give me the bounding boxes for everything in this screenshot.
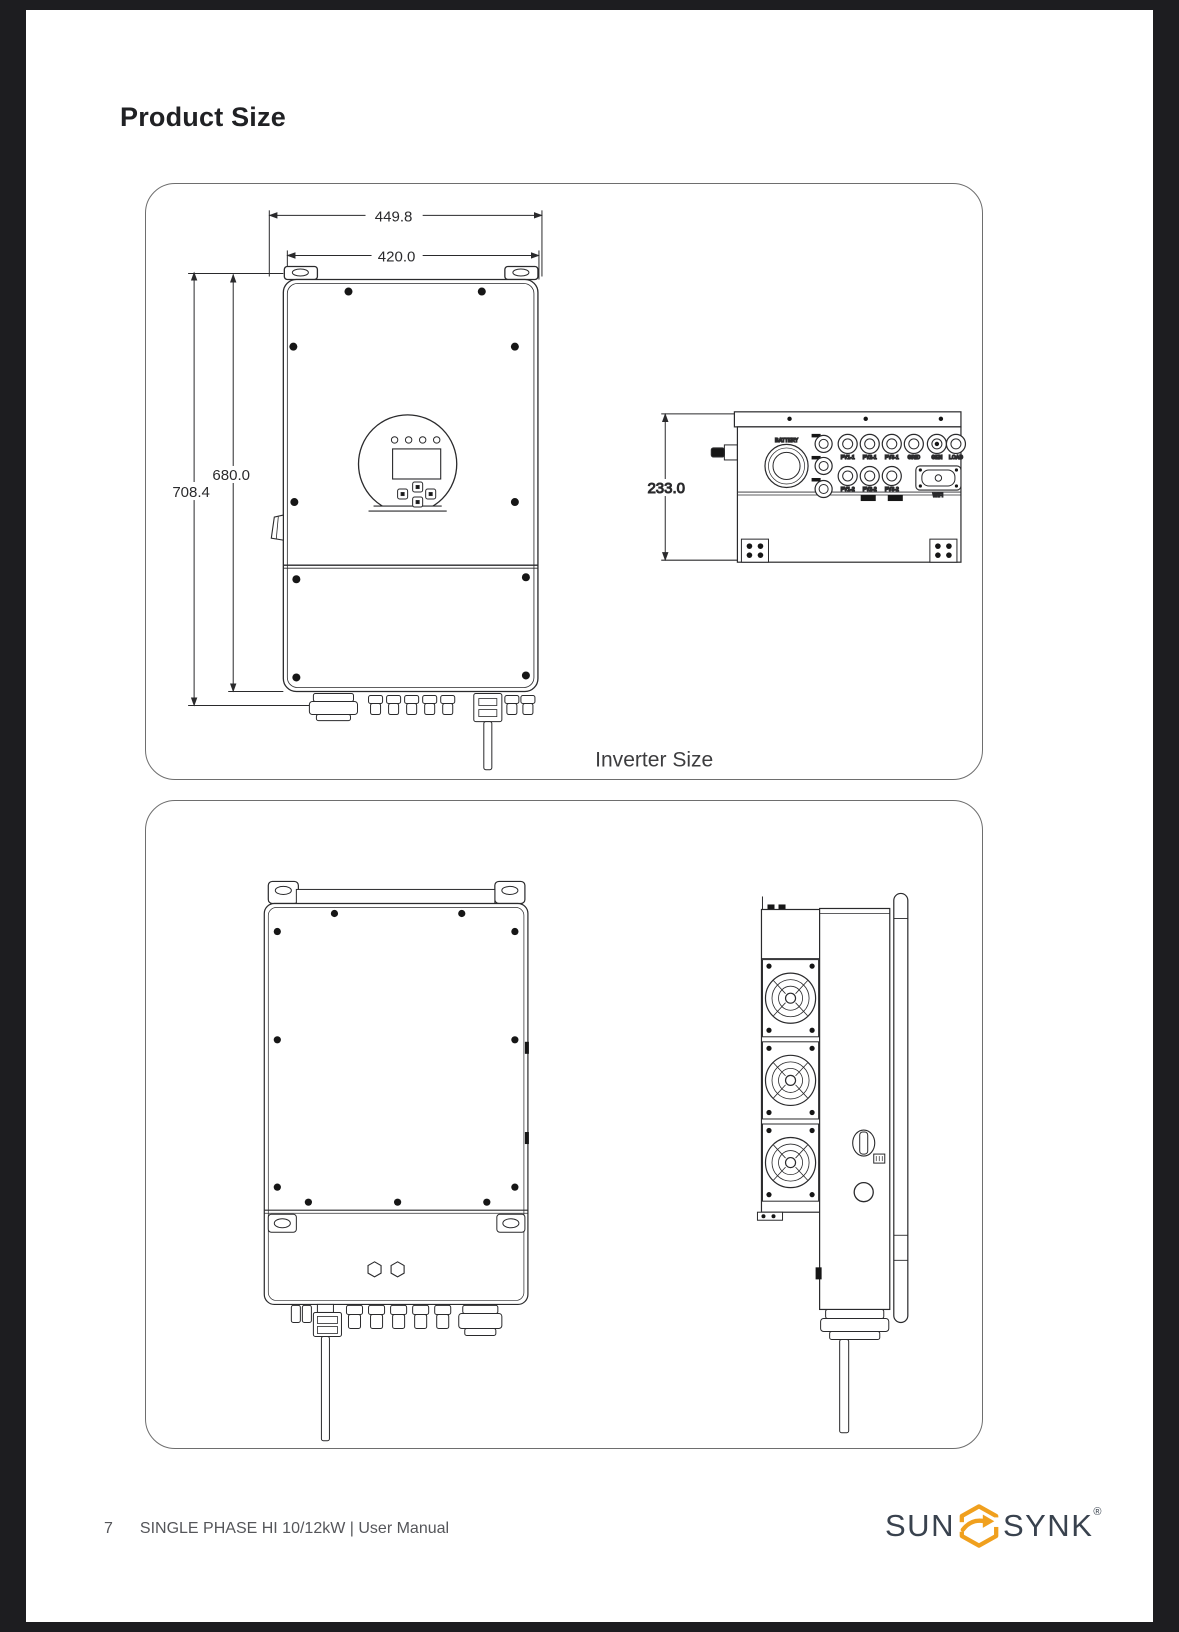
- mounting-plate: [894, 893, 908, 1322]
- page-title: Product Size: [120, 102, 286, 132]
- port-label-load: LOAD: [948, 454, 964, 461]
- depth-dimension: [638, 414, 739, 560]
- port-label-pv2-2: PV2-2: [862, 487, 877, 494]
- side-cable-glands: [821, 1309, 889, 1432]
- logo-text-sun: SUN: [885, 1508, 955, 1543]
- mc4-connectors-row2: [838, 466, 901, 493]
- rear-cable: [321, 1337, 329, 1441]
- rear-side-view-drawing: [146, 801, 982, 1448]
- port-label-wifi: WIFI: [932, 493, 944, 500]
- dim-height-inner: 680.0: [212, 466, 250, 484]
- rear-cable-glands: [291, 1304, 502, 1440]
- comms-connectors: [812, 434, 833, 498]
- bottom-view-drawing: [711, 412, 965, 562]
- dim-width-outer: 449.8: [374, 208, 413, 226]
- page-footer: [104, 1520, 449, 1538]
- front-cable: [484, 722, 492, 770]
- sunsynk-hexagon-icon: [958, 1504, 1000, 1548]
- port-label-gen: GEN: [931, 454, 943, 461]
- sunsynk-logo: [885, 1504, 1101, 1548]
- logo-registered-mark: ®: [1093, 1506, 1102, 1518]
- inverter-size-panel: [145, 183, 983, 780]
- panel1-caption: Inverter Size: [595, 748, 714, 772]
- dim-height-outer: 708.4: [172, 484, 210, 502]
- battery-label: BATTERY: [775, 437, 799, 444]
- side-cable: [840, 1340, 849, 1433]
- document-page: [26, 10, 1153, 1622]
- side-view-drawing: [757, 893, 907, 1432]
- front-cable-connector: [474, 694, 502, 722]
- port-label-grid: GRID: [907, 454, 921, 461]
- footer-doc-title: SINGLE PHASE HI 10/12kW | User Manual: [139, 1520, 450, 1537]
- rear-side-view-panel: [145, 800, 983, 1449]
- dim-depth: 233.0: [647, 480, 686, 498]
- front-view-drawing: [271, 266, 538, 769]
- lcd-screen: [393, 449, 441, 479]
- port-label-pv3-1: PV3-1: [884, 454, 899, 461]
- port-label-pv1-1: PV1-1: [840, 454, 855, 461]
- port-label-pv1-2: PV1-2: [840, 487, 855, 494]
- front-cable-glands: [309, 694, 535, 770]
- logo-text-synk: SYNK: [1002, 1508, 1094, 1543]
- hex-vent: [391, 1262, 404, 1277]
- antenna-connector: [724, 445, 737, 460]
- side-knob: [854, 1183, 873, 1202]
- dim-width-inner: 420.0: [377, 248, 416, 266]
- port-label-pv2-1: PV2-1: [862, 454, 877, 461]
- port-label-pv3-2: PV3-2: [884, 487, 899, 494]
- page-number: 7: [104, 1520, 113, 1537]
- hex-vent: [368, 1262, 381, 1277]
- inverter-size-drawing: [146, 184, 982, 779]
- cooling-fans: [762, 960, 818, 1202]
- rear-view-drawing: [264, 881, 529, 1440]
